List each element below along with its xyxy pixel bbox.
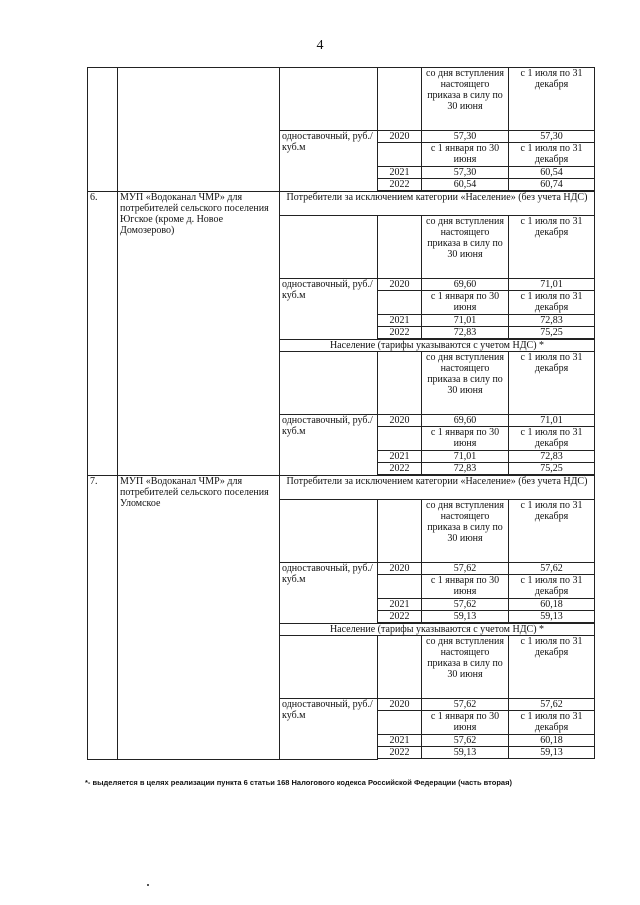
scan-speck [147,884,149,886]
value-cell: 57,62 [509,699,595,711]
value-cell: 71,01 [509,279,595,291]
period-jan-jun: с 1 января по 30 июня [422,575,509,599]
page-number: 4 [316,38,324,53]
value-cell: 60,74 [509,179,595,191]
rate-type: одноставочный, руб./куб.м [280,699,378,760]
year-cell: 2021 [378,167,422,179]
value-cell: 69,60 [422,415,509,427]
period-jan-jun: с 1 января по 30 июня [422,291,509,315]
year-cell: 2022 [378,463,422,475]
value-cell: 59,13 [422,747,509,759]
period-from-effective: со дня вступления настоящего приказа в силу по 30 июня [422,68,509,131]
year-cell: 2020 [378,131,422,143]
value-cell: 59,13 [422,611,509,623]
year-cell: 2021 [378,735,422,747]
year-cell: 2021 [378,599,422,611]
period-from-effective: со дня вступления настоящего приказа в силу по 30 июня [422,636,509,699]
period-jul-dec: с 1 июля по 31 декабря [509,143,595,167]
year-cell: 2022 [378,179,422,191]
period-jul-dec: с 1 июля по 31 декабря [509,291,595,315]
value-cell: 75,25 [509,327,595,339]
value-cell: 72,83 [422,463,509,475]
section-header-pop: Население (тарифы указываются с учетом НДС) * [280,340,595,352]
value-cell: 57,62 [422,599,509,611]
value-cell: 57,30 [422,131,509,143]
footnote: *- выделяется в целях реализации пункта 6 статьи 168 Налогового кодекса Российской Федерации (часть вторая) [85,778,512,787]
entry-number: 7. [88,476,118,760]
period-jul-dec: с 1 июля по 31 декабря [509,711,595,735]
value-cell: 60,54 [422,179,509,191]
value-cell: 60,18 [509,735,595,747]
period-jul-dec: с 1 июля по 31 декабря [509,575,595,599]
rate-type: одноставочный, руб./куб.м [280,131,378,192]
year-cell: 2021 [378,451,422,463]
year-cell: 2022 [378,327,422,339]
value-cell: 57,62 [422,563,509,575]
value-cell: 60,54 [509,167,595,179]
value-cell: 71,01 [509,415,595,427]
value-cell: 72,83 [422,327,509,339]
year-cell: 2020 [378,699,422,711]
value-cell: 57,62 [422,735,509,747]
tariff-table [87,67,595,760]
organization: МУП «Водоканал ЧМР» для потребителей сельского поселения Югское (кроме д. Новое Домозерово) [118,192,280,476]
period-jan-jun: с 1 января по 30 июня [422,427,509,451]
section-header-nonpop: Потребители за исключением категории «Население» (без учета НДС) [280,476,595,500]
period-from-effective: со дня вступления настоящего приказа в силу по 30 июня [422,352,509,415]
year-cell: 2022 [378,611,422,623]
year-cell: 2021 [378,315,422,327]
period-jul-dec: с 1 июля по 31 декабря [509,500,595,563]
value-cell: 59,13 [509,747,595,759]
year-cell: 2020 [378,563,422,575]
value-cell: 57,62 [509,563,595,575]
value-cell: 57,62 [422,699,509,711]
period-from-effective: со дня вступления настоящего приказа в силу по 30 июня [422,500,509,563]
year-cell: 2020 [378,279,422,291]
rate-type: одноставочный, руб./куб.м [280,279,378,340]
period-jul-dec: с 1 июля по 31 декабря [509,427,595,451]
value-cell: 69,60 [422,279,509,291]
period-jul-dec: с 1 июля по 31 декабря [509,352,595,415]
section-header-pop: Население (тарифы указываются с учетом НДС) * [280,624,595,636]
value-cell: 71,01 [422,315,509,327]
value-cell: 72,83 [509,315,595,327]
period-jul-dec: с 1 июля по 31 декабря [509,216,595,279]
period-jul-dec: с 1 июля по 31 декабря [509,636,595,699]
table-row [88,68,595,131]
rate-type: одноставочный, руб./куб.м [280,563,378,624]
table-row [88,192,595,216]
value-cell: 75,25 [509,463,595,475]
year-cell: 2022 [378,747,422,759]
period-from-effective: со дня вступления настоящего приказа в силу по 30 июня [422,216,509,279]
value-cell: 57,30 [509,131,595,143]
value-cell: 71,01 [422,451,509,463]
value-cell: 72,83 [509,451,595,463]
value-cell: 57,30 [422,167,509,179]
rate-type: одноставочный, руб./куб.м [280,415,378,476]
period-jul-dec: с 1 июля по 31 декабря [509,68,595,131]
entry-number: 6. [88,192,118,476]
period-jan-jun: с 1 января по 30 июня [422,711,509,735]
organization: МУП «Водоканал ЧМР» для потребителей сельского поселения Уломское [118,476,280,760]
value-cell: 59,13 [509,611,595,623]
table-row [88,476,595,500]
value-cell: 60,18 [509,599,595,611]
section-header-nonpop: Потребители за исключением категории «Население» (без учета НДС) [280,192,595,216]
period-jan-jun: с 1 января по 30 июня [422,143,509,167]
year-cell: 2020 [378,415,422,427]
